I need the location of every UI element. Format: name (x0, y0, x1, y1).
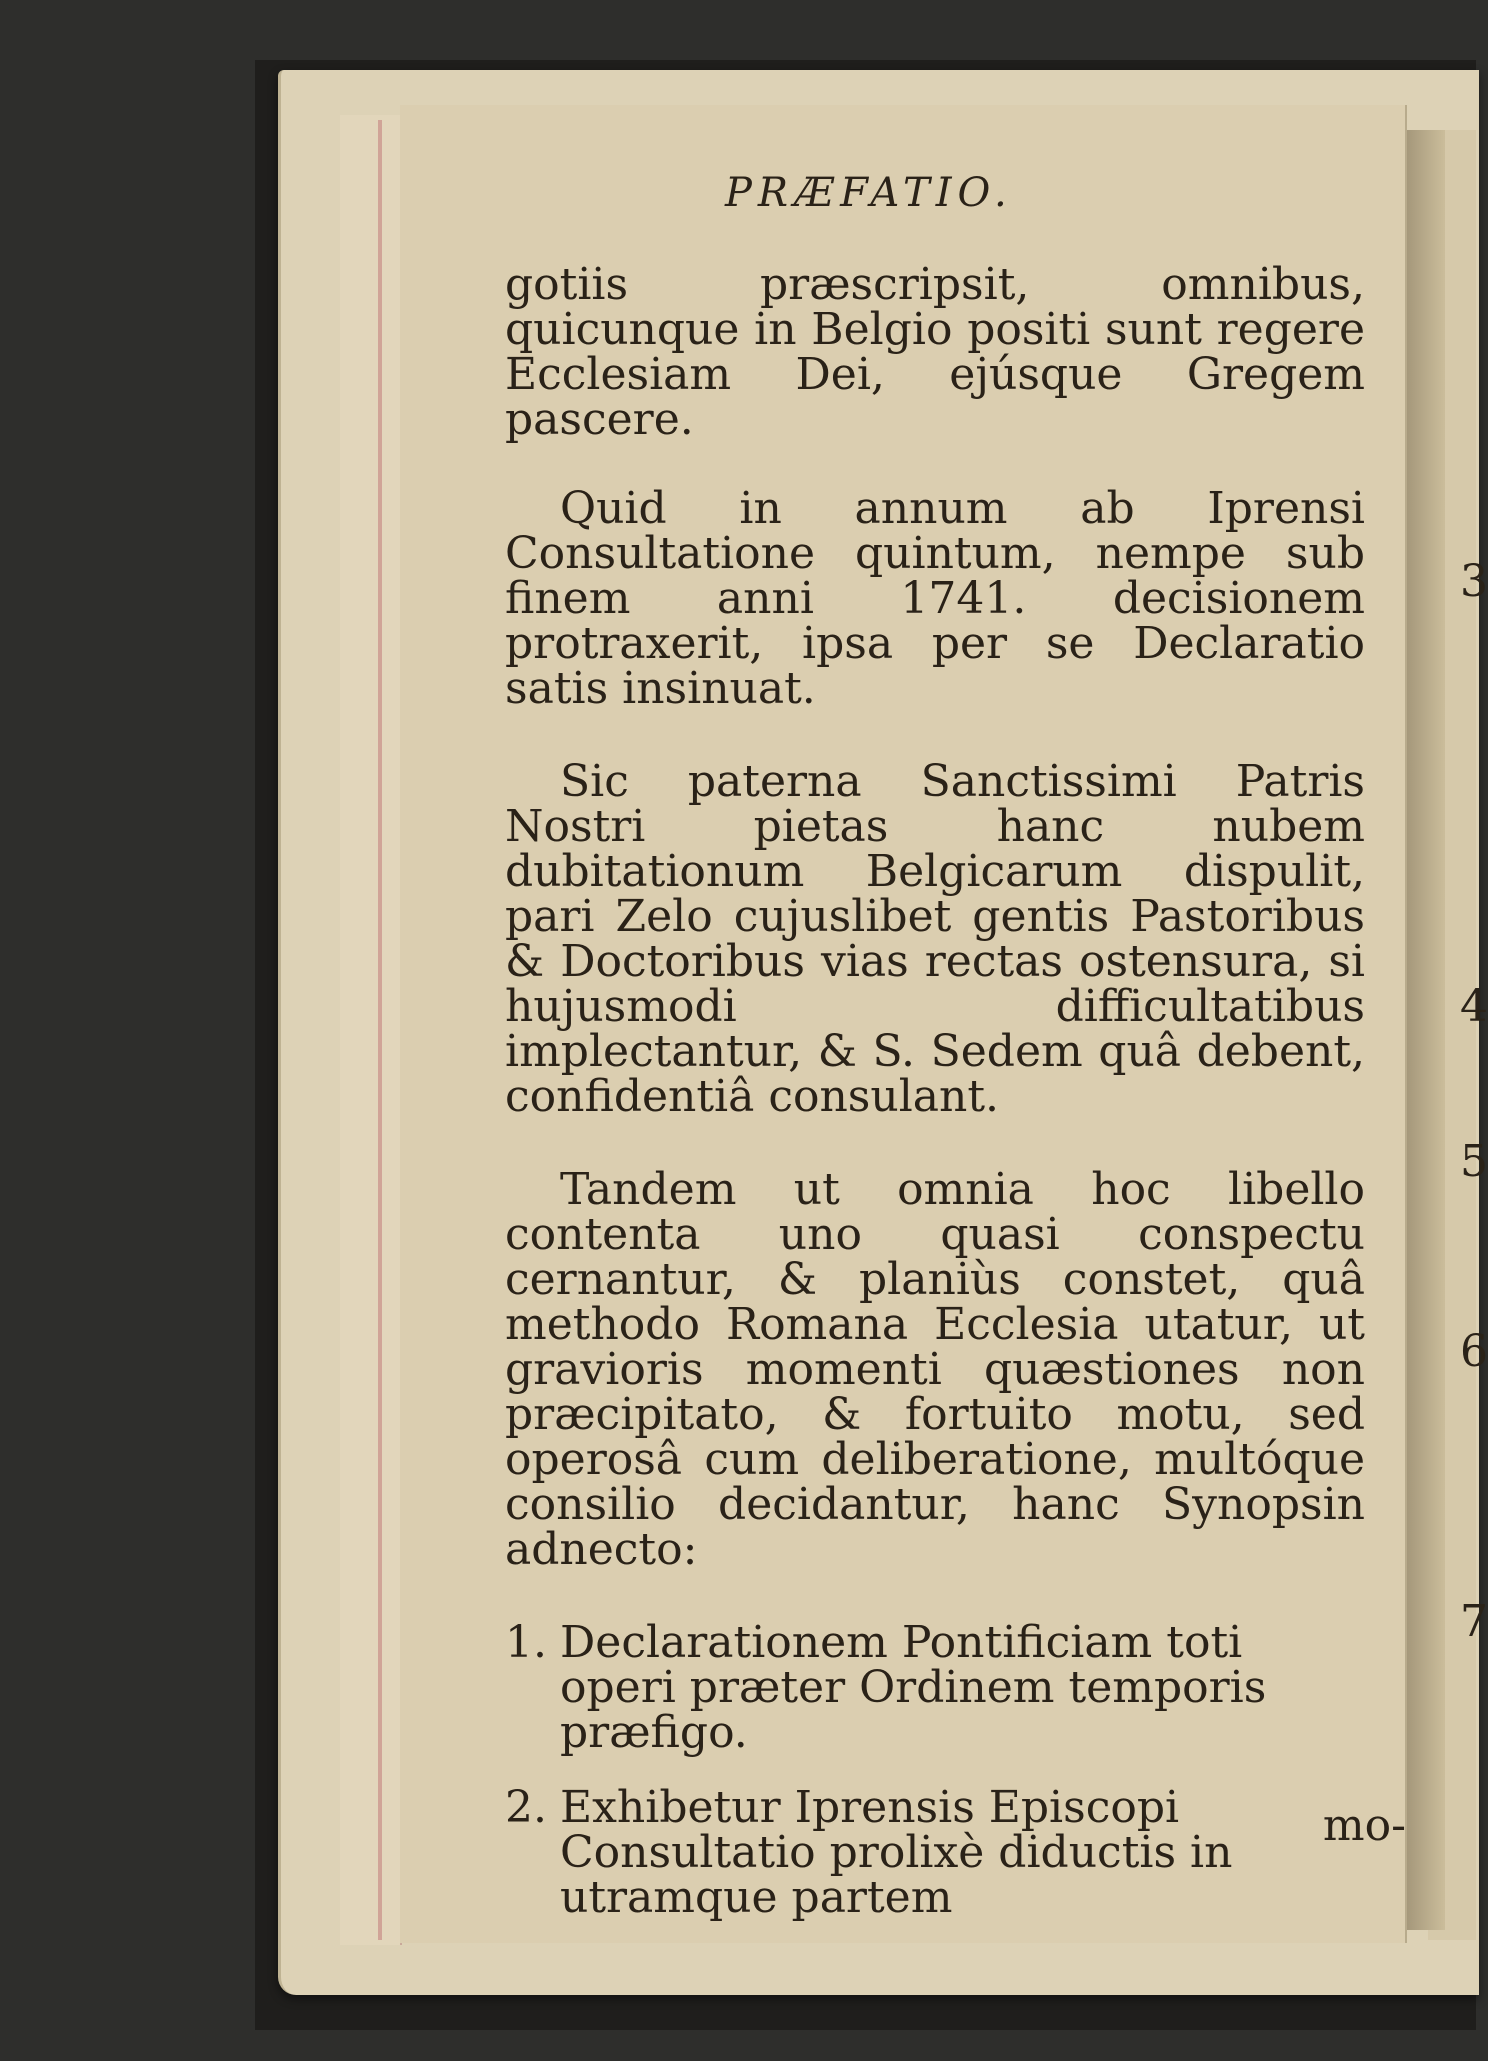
list-text: Exhibetur Iprensis Episcopi Consultatio prolixè diductis in utramque partem (560, 1782, 1233, 1923)
facing-page-char: 3 (1460, 556, 1488, 607)
gutter-shadow (1405, 130, 1445, 1930)
facing-page-char: 7 (1460, 1596, 1488, 1647)
paragraph: Sic paterna Sanctissimi Patris Nostri pietas hanc nubem dubitationum Belgicarum dispulit, pari Zelo cujuslibet gentis Pastoribus & Doctoribus vias rectas ostensura, si hujusmodi difficultatibus implectantur, & S. Sedem quâ debent, confidentiâ consulant. (505, 756, 1365, 1122)
paragraph: gotiis præscripsit, omnibus, quicunque in Belgio positi sunt regere Ecclesiam Dei, ejúsque Gregem pascere. (505, 259, 1365, 445)
list-number: 1. (505, 1617, 547, 1668)
list-item (505, 1617, 1365, 1758)
list-text: Declarationem Pontificiam toti operi præter Ordinem temporis præfigo. (560, 1617, 1267, 1758)
list-number: 2. (505, 1782, 547, 1833)
text-block (505, 259, 1365, 1950)
facing-page-char: 5 (1460, 1136, 1488, 1187)
running-head: PRÆFATIO. (725, 170, 1013, 216)
list-item (505, 1782, 1365, 1923)
catchword: mo- (1322, 1800, 1406, 1851)
red-margin-rule (378, 120, 382, 1940)
paragraph: Tandem ut omnia hoc libello contenta uno quasi conspectu cernantur, & planiùs constet, quâ methodo Romana Ecclesia utatur, ut gravioris momenti quæstiones non præcipitato, & fortuito motu, sed operosâ cum deliberatione, multóque consilio decidantur, hanc Synopsin adnecto: (505, 1164, 1365, 1575)
paragraph: Quid in annum ab Iprensi Consultatione quintum, nempe sub finem anni 1741. decisionem protraxerit, ipsa per se Declaratio satis insinuat. (505, 483, 1365, 714)
facing-page-char: 4 (1460, 981, 1488, 1032)
facing-page-char: 6 (1460, 1326, 1488, 1377)
flyleaf-edge (340, 115, 402, 1945)
